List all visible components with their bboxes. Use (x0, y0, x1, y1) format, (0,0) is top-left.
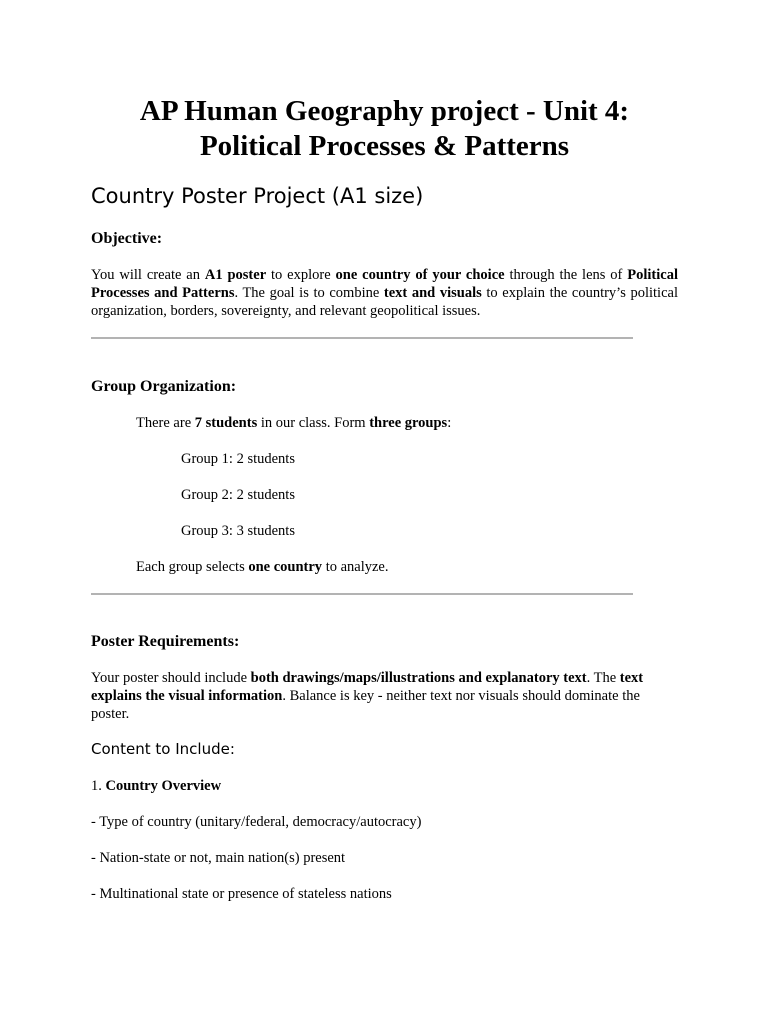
group-item-2: Group 2: 2 students (181, 487, 295, 503)
group-organization-heading: Group Organization: (91, 378, 237, 395)
document-title (91, 94, 678, 164)
title-line-1: AP Human Geography project - Unit 4: (139, 95, 630, 127)
group-intro-text: There are 7 students in our class. Form three groups: (136, 415, 452, 431)
group-select-text: Each group selects one country to analyze. (136, 559, 389, 575)
list-item: - Type of country (unitary/federal, democracy/autocracy) (91, 814, 422, 830)
content-to-include-heading: Content to Include: (91, 740, 235, 758)
group-item-1: Group 1: 2 students (181, 451, 295, 467)
requirements-paragraph: Your poster should include both drawings/maps/illustrations and explanatory text. The text explains the visual information. Balance is key - neither text nor visuals should dominate the poster. (91, 670, 644, 722)
title-line-2: Political Processes & Patterns (199, 130, 570, 162)
list-item: - Multinational state or presence of stateless nations (91, 886, 392, 902)
document-subtitle: Country Poster Project (A1 size) (91, 184, 424, 208)
list-item: - Nation-state or not, main nation(s) present (91, 850, 346, 866)
section-country-overview: 1. Country Overview (91, 778, 222, 794)
poster-requirements-heading: Poster Requirements: (91, 633, 240, 650)
group-item-3: Group 3: 3 students (181, 523, 295, 539)
objective-paragraph: You will create an A1 poster to explore one country of your choice through the lens of Political Processes and Patterns. The goal is to combine text and visuals to explain the country’s political organization, borders, sovereignty, and relevant geopolitical issues. (91, 267, 678, 319)
objective-heading: Objective: (91, 230, 163, 247)
divider-1 (91, 337, 633, 339)
divider-2 (91, 593, 633, 595)
